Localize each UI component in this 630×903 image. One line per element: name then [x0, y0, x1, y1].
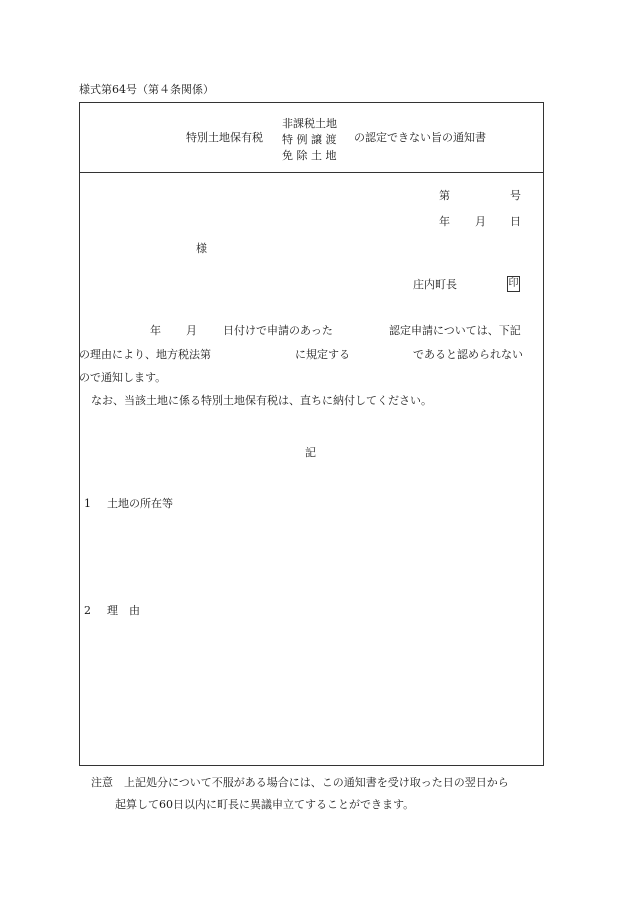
body-line2-start: の理由により、地方税法第	[79, 348, 211, 361]
title-option-menjo: 免 除 土 地	[282, 149, 337, 162]
addressee-suffix: 様	[196, 242, 207, 255]
title-option-hikazei: 非課税土地	[282, 117, 337, 130]
date-month: 月	[475, 215, 486, 228]
body-line1-end: 認定申請については、下記	[389, 324, 521, 337]
title-suffix: の認定できない旨の通知書	[354, 131, 486, 144]
body-line2-end: であると認められない	[413, 348, 523, 361]
section-2-label: 理 由	[107, 604, 140, 617]
form-frame	[79, 102, 544, 766]
form-number: 様式第64号（第４条関係）	[79, 83, 214, 96]
body-month: 月	[186, 324, 197, 337]
notice-line1: 注意 上記処分について不服がある場合には、この通知書を受け取った日の翌日から	[91, 776, 509, 789]
seal-stamp: 印	[507, 276, 520, 292]
doc-number-go: 号	[510, 189, 521, 202]
notice-line2: 起算して60日以内に町長に異議申立てすることができます。	[115, 798, 415, 811]
section-2-number: 2	[84, 604, 91, 617]
title-prefix: 特別土地保有税	[186, 131, 263, 144]
date-day: 日	[510, 215, 521, 228]
body-year: 年	[150, 324, 161, 337]
section-1-label: 土地の所在等	[107, 497, 173, 510]
body-line3: ので通知します。	[79, 371, 167, 384]
issuer-name: 庄内町長	[413, 278, 457, 291]
title-option-tokurei: 特 例 譲 渡	[282, 133, 337, 146]
title-options	[282, 116, 337, 164]
date-year: 年	[439, 215, 450, 228]
doc-number-dai: 第	[439, 189, 450, 202]
title-divider	[79, 172, 544, 173]
section-1-number: 1	[84, 497, 91, 510]
body-line1-text: 日付けで申請のあった	[223, 324, 333, 337]
body-line2-mid: に規定する	[295, 348, 350, 361]
ki-heading: 記	[305, 446, 316, 459]
body-line4: なお、当該土地に係る特別土地保有税は、直ちに納付してください。	[91, 394, 432, 407]
